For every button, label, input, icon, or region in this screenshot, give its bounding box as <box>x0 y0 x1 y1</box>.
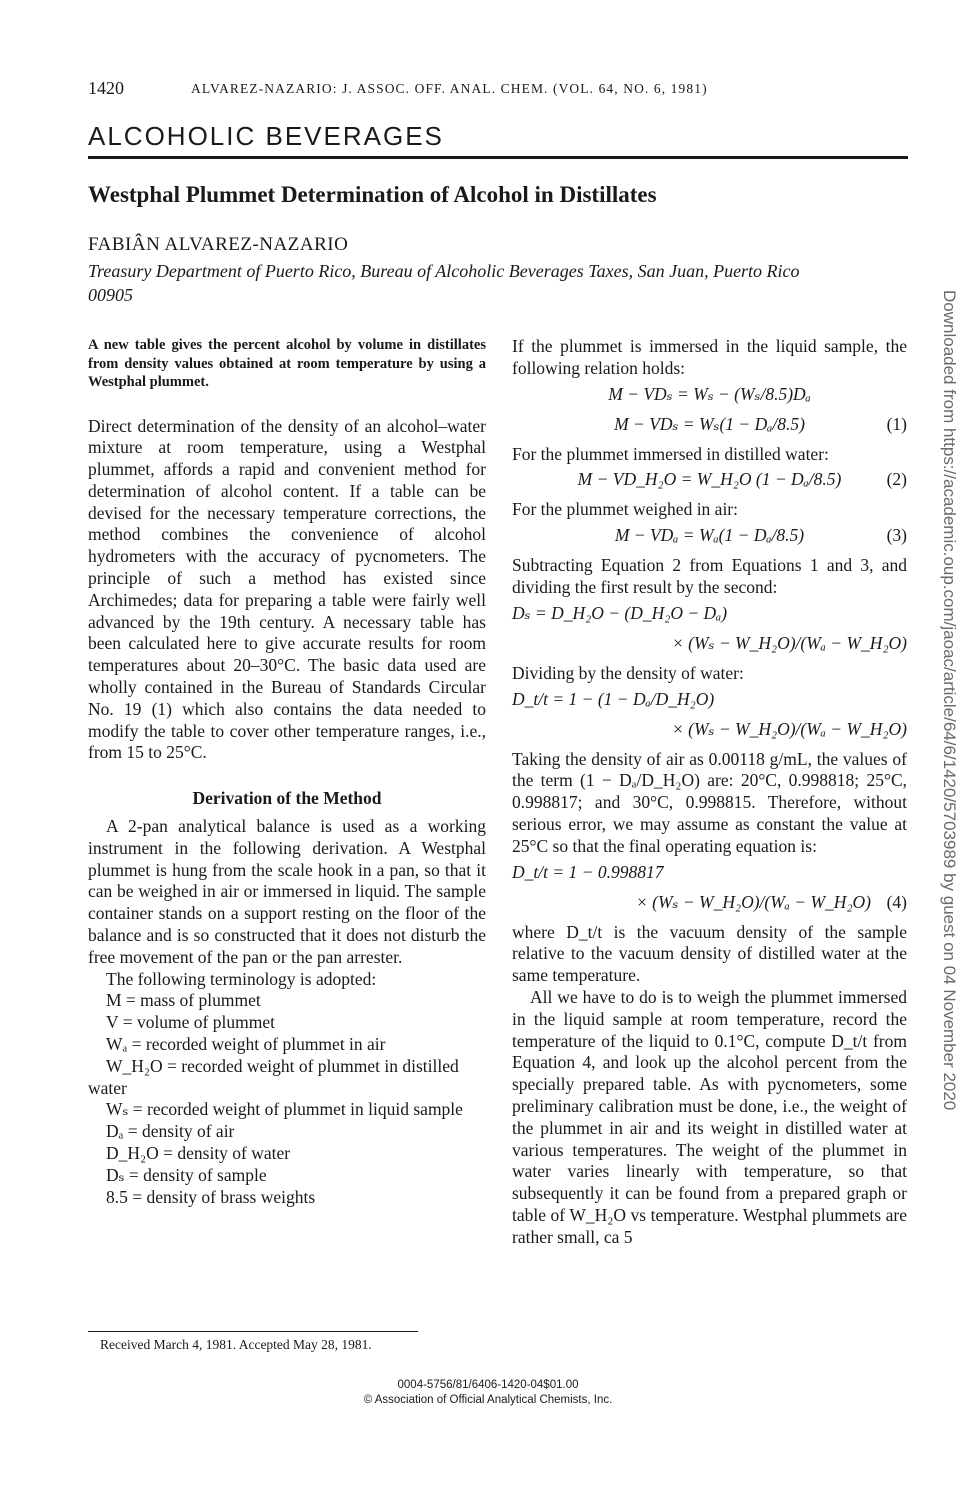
paragraph: For the plummet weighed in air: <box>512 499 738 520</box>
equation-number: (3) <box>886 525 907 546</box>
equation-dt-line1 <box>512 689 907 715</box>
equation-4-line1 <box>512 862 907 888</box>
definition-item: M = mass of plummet <box>106 990 261 1011</box>
equation-2 <box>512 469 907 495</box>
definition-item: Dₛ = density of sample <box>106 1164 267 1185</box>
equation-text: M − VDₐ = Wₐ(1 − Dₐ/8.5) <box>614 525 805 546</box>
section-title: ALCOHOLIC BEVERAGES <box>88 121 908 159</box>
paragraph: For the plummet immersed in distilled water: <box>512 443 829 464</box>
definition-item: W_H₂O = recorded weight of plummet in distilled water <box>88 1055 459 1098</box>
equation-text: M − VDₛ = Wₛ(1 − Dₐ/8.5) <box>614 413 805 434</box>
equation-text: Dₛ = D_H₂O − (D_H₂O − Dₐ) <box>512 602 728 623</box>
equation-number: (1) <box>886 413 907 434</box>
equation-text: D_t/t = 1 − 0.998817 <box>512 861 664 882</box>
equation-ds-line2 <box>512 633 907 659</box>
equation-text: × (Wₛ − W_H₂O)/(Wₐ − W_H₂O) <box>671 718 907 739</box>
paragraph: All we have to do is to weigh the plummet immersed in the liquid sample at room temperature, record the temperature of the liquid to 0.1°C, compute D_t/t from Equation 4, and look up the alcohol percent from the specially prepared table. As with pycnometers, some preliminary calibration must be done, i.e., the weight of the plummet in air and its weight in distilled water at various temperatures. The weight of the plummet in water varies linearly with temperature, so that subsequently it can be found from a prepared graph or table of W_H₂O vs temperature. Westphal plummets are rather small, ca 5 <box>512 986 907 1247</box>
equation-text: × (Wₛ − W_H₂O)/(Wₐ − W_H₂O) <box>671 632 907 653</box>
paragraph: Dividing by the density of water: <box>512 662 744 683</box>
equation-dt-line2 <box>512 719 907 745</box>
intro-paragraph: Direct determination of the density of an alcohol–water mixture at room temperature, using a Westphal plummet, affords a rapid and convenient method for determination of alcohol content. If a table can be devised for the necessary temperature corrections, the method combines the convenience of alcohol hydrometers with the accuracy of pycnometers. The principle of such a method has existed since Archimedes; data for preparing a table were fairly well advanced by the 19th century. A necessary table has been calculated here to give accurate results for room temperatures about 20–30°C. The basic data used are wholly contained in the Bureau of Standards Circular No. 19 (1) which also contains the data needed to modify the table to cover other temperature ranges, i.e., from 15 to 25°C. <box>88 415 486 763</box>
article-code: 0004-5756/81/6406-1420-04$01.00 <box>397 1379 579 1391</box>
equation-ds-line1 <box>512 603 907 629</box>
equation-text: D_t/t = 1 − (1 − Dₐ/D_H₂O) <box>512 688 715 709</box>
footnote-divider <box>88 1331 418 1332</box>
author-name: FABIÂN ALVAREZ-NAZARIO <box>88 234 349 255</box>
equation-text: × (Wₛ − W_H₂O)/(Wₐ − W_H₂O) <box>635 891 871 912</box>
left-column <box>88 336 486 1208</box>
equation-text: M − VD_H₂O = W_H₂O (1 − Dₐ/8.5) <box>577 469 842 490</box>
copyright-block <box>0 1378 976 1408</box>
paragraph: where D_t/t is the vacuum density of the sample relative to the vacuum density of distilled water at the same temperature. <box>512 921 907 986</box>
definition-item: V = volume of plummet <box>106 1012 275 1033</box>
equation-number: (2) <box>886 469 907 490</box>
equation-3 <box>512 525 907 551</box>
definitions-list <box>88 990 486 1208</box>
abstract: A new table gives the percent alcohol by volume in distillates from density values obtained at room temperature by using a Westphal plummet. <box>88 337 486 390</box>
equation-text: M − VDₛ = Wₛ − (Wₛ/8.5)Dₐ <box>608 383 811 404</box>
paragraph: If the plummet is immersed in the liquid sample, the following relation holds: <box>512 336 907 378</box>
equation <box>512 384 907 410</box>
article-title: Westphal Plummet Determination of Alcohol in Distillates <box>88 182 657 207</box>
journal-citation: ALVAREZ-NAZARIO: J. ASSOC. OFF. ANAL. CHEM. (VOL. 64, NO. 6, 1981) <box>191 81 708 96</box>
page-number: 1420 <box>88 78 124 98</box>
definition-item: D_H₂O = density of water <box>106 1143 291 1163</box>
definition-item: Wₐ = recorded weight of plummet in air <box>106 1034 386 1055</box>
right-column <box>512 336 907 1249</box>
definition-item: Dₐ = density of air <box>106 1121 235 1142</box>
paragraph: Taking the density of air as 0.00118 g/mL, the values of the term (1 − Dₐ/D_H₂O) are: 20°C, 0.998818; 25°C, 0.998817; and 30°C, 0.998815. Therefore, without serious error, we may assume as constant the value at 25°C so that the final operating equation is: <box>512 748 907 856</box>
terminology-intro: The following terminology is adopted: <box>106 968 377 989</box>
subheading-derivation: Derivation of the Method <box>192 788 382 809</box>
equation-4-line2 <box>512 892 907 918</box>
definition-item: Wₛ = recorded weight of plummet in liquid sample <box>106 1099 463 1120</box>
received-accepted-note: Received March 4, 1981. Accepted May 28, 1981. <box>100 1337 372 1352</box>
paragraph: Subtracting Equation 2 from Equations 1 and 3, and dividing the first result by the second: <box>512 555 907 597</box>
equation-number: (4) <box>886 891 907 912</box>
download-watermark <box>933 290 963 1170</box>
derivation-paragraph: A 2-pan analytical balance is used as a working instrument in the following derivation. A Westphal plummet is hung from the scale hook in a pan, so that it can be weighed in air or immersed in liquid. The sample container stands on a support resting on the floor of the balance and is so constructed that it does not disturb the free movement of the pan or the pan arrester. <box>88 816 486 967</box>
equation-1 <box>512 414 907 440</box>
watermark-text: Downloaded from https://academic.oup.com/jaoac/article/64/6/1420/5703989 by guest on 04 November 2020 <box>940 290 959 1111</box>
definition-item: 8.5 = density of brass weights <box>106 1186 316 1207</box>
copyright-notice: © Association of Official Analytical Chemists, Inc. <box>363 1394 613 1406</box>
author-affiliation: Treasury Department of Puerto Rico, Bureau of Alcoholic Beverages Taxes, San Juan, Puerto Rico 00905 <box>88 261 800 305</box>
